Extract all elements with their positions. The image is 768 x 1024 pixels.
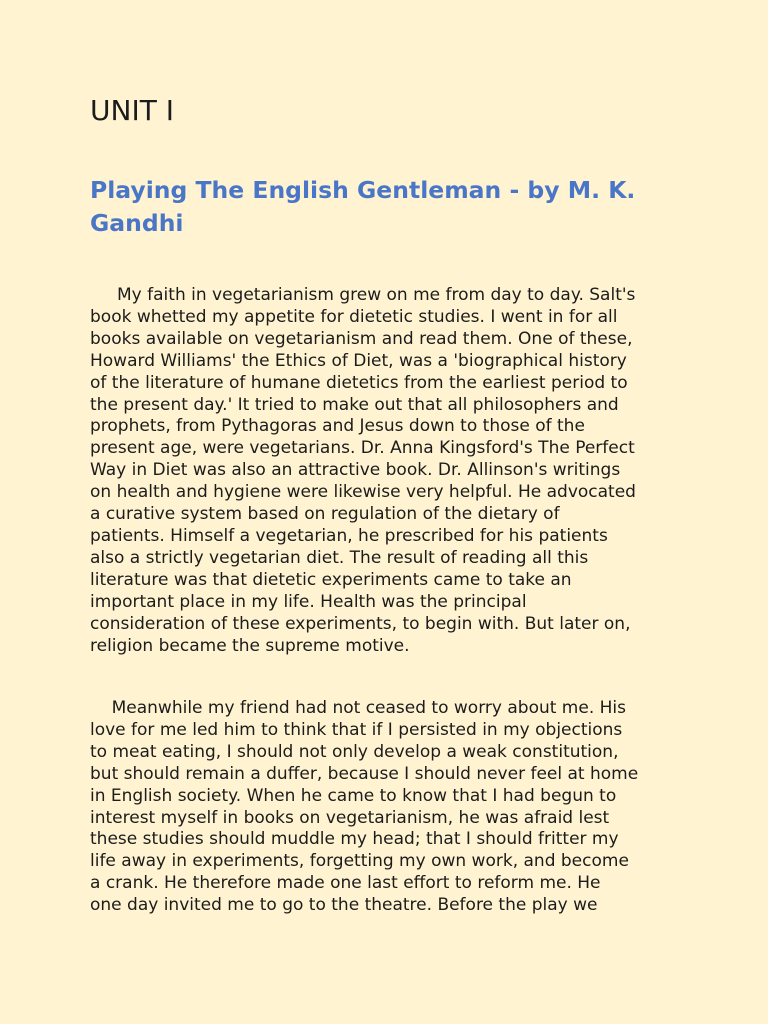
- paragraph-line: of the literature of humane dietetics from the earliest period to: [90, 372, 628, 393]
- paragraph-line: My faith in vegetarianism grew on me from day to day. Salt's: [90, 285, 636, 305]
- paragraph-line: to meat eating, I should not only develop a weak constitution,: [90, 741, 619, 762]
- paragraph-2: [90, 698, 680, 917]
- paragraph-line: life away in experiments, forgetting my own work, and become: [90, 851, 629, 872]
- paragraph-line: the present day.' It tried to make out that all philosophers and: [90, 394, 619, 415]
- paragraph-line: these studies should muddle my head; that I should fritter my: [90, 829, 619, 850]
- paragraph-line: one day invited me to go to the theatre. Before the play we: [90, 895, 598, 916]
- paragraph-line: religion became the supreme motive.: [90, 635, 410, 656]
- paragraph-line: present age, were vegetarians. Dr. Anna Kingsford's The Perfect: [90, 438, 635, 459]
- paragraph-line: Howard Williams' the Ethics of Diet, was a 'biographical history: [90, 350, 627, 371]
- paragraph-line: a curative system based on regulation of the dietary of: [90, 504, 560, 525]
- paragraph-line: a crank. He therefore made one last effort to reform me. He: [90, 873, 601, 894]
- paragraph-line: interest myself in books on vegetarianism, he was afraid lest: [90, 807, 610, 828]
- paragraph-line: books available on vegetarianism and read them. One of these,: [90, 328, 633, 349]
- paragraph-line: also a strictly vegetarian diet. The result of reading all this: [90, 547, 589, 568]
- chapter-title: [90, 174, 690, 240]
- paragraph-1: [90, 285, 680, 657]
- unit-title: UNIT I: [90, 94, 174, 127]
- paragraph-line: in English society. When he came to know that I had begun to: [90, 785, 617, 806]
- paragraph-line: on health and hygiene were likewise very helpful. He advocated: [90, 482, 636, 503]
- paragraph-line: book whetted my appetite for dietetic studies. I went in for all: [90, 306, 618, 327]
- chapter-title-line: Playing The English Gentleman - by M. K.: [90, 176, 636, 204]
- paragraph-line: patients. Himself a vegetarian, he prescribed for his patients: [90, 525, 608, 546]
- paragraph-line: important place in my life. Health was the principal: [90, 591, 527, 612]
- paragraph-line: Way in Diet was also an attractive book. Dr. Allinson's writings: [90, 460, 621, 481]
- paragraph-line: consideration of these experiments, to begin with. But later on,: [90, 613, 631, 634]
- paragraph-line: prophets, from Pythagoras and Jesus down to those of the: [90, 416, 585, 437]
- paragraph-line: Meanwhile my friend had not ceased to worry about me. His: [90, 698, 626, 718]
- chapter-title-line: Gandhi: [90, 209, 184, 237]
- paragraph-line: love for me led him to think that if I persisted in my objections: [90, 719, 623, 740]
- paragraph-line: but should remain a duffer, because I should never feel at home: [90, 763, 639, 784]
- paragraph-line: literature was that dietetic experiments came to take an: [90, 569, 572, 590]
